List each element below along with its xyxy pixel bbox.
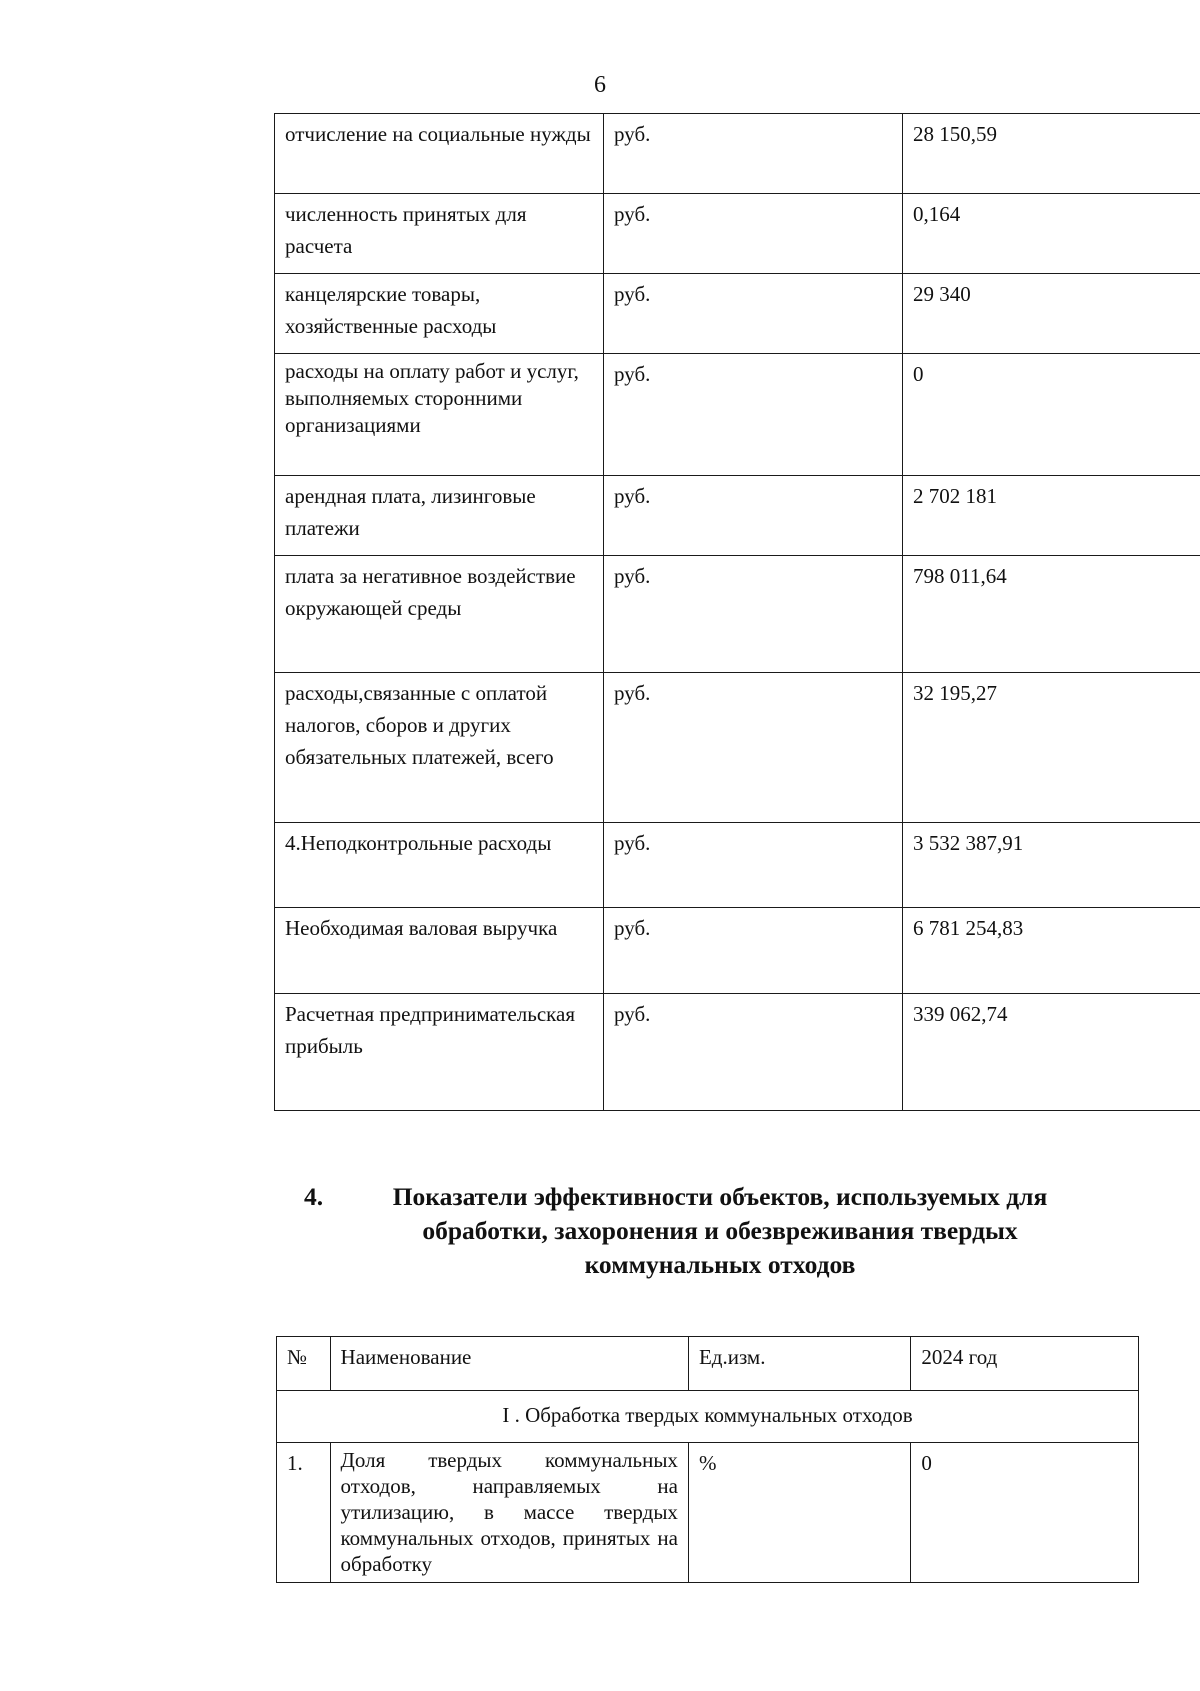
cost-name-cell: арендная плата, лизинговые платежи: [275, 476, 604, 556]
table-row: [275, 354, 1200, 476]
cost-value-cell: 798 011,64: [903, 556, 1200, 673]
indicator-value-cell: 0: [911, 1443, 1139, 1583]
cost-unit-cell: руб.: [604, 673, 903, 823]
cost-name-cell: расходы на оплату работ и услуг, выполняемых сторонними организациями: [275, 354, 604, 476]
cost-name-cell: плата за негативное воздействие окружающей среды: [275, 556, 604, 673]
header-no: №: [277, 1337, 331, 1391]
indicator-unit-cell: %: [688, 1443, 910, 1583]
cost-name-cell: расходы,связанные с оплатой налогов, сборов и других обязательных платежей, всего: [275, 673, 604, 823]
cost-value-cell: 29 340: [903, 274, 1200, 354]
cost-unit-cell: руб.: [604, 194, 903, 274]
cost-value-cell: 0: [903, 354, 1200, 476]
header-unit: Ед.изм.: [688, 1337, 910, 1391]
header-name: Наименование: [330, 1337, 688, 1391]
table-row: [275, 114, 1200, 194]
cost-unit-cell: руб.: [604, 476, 903, 556]
cost-unit-cell: руб.: [604, 556, 903, 673]
cost-value-cell: 6 781 254,83: [903, 908, 1200, 994]
table-header-row: [277, 1337, 1139, 1391]
cost-unit-cell: руб.: [604, 354, 903, 476]
cost-name-cell: отчисление на социальные нужды: [275, 114, 604, 194]
table-row: [275, 274, 1200, 354]
section-heading: [290, 1180, 1090, 1282]
indicator-name-cell: Доля твердых коммунальных отходов, направляемых на утилизацию, в массе твердых коммунальных отходов, принятых на обработку: [330, 1443, 688, 1583]
table-row: [275, 994, 1200, 1111]
table-row: [275, 823, 1200, 908]
table-row: [275, 194, 1200, 274]
cost-unit-cell: руб.: [604, 994, 903, 1111]
cost-value-cell: 32 195,27: [903, 673, 1200, 823]
cost-value-cell: 0,164: [903, 194, 1200, 274]
cost-name-cell: канцелярские товары, хозяйственные расходы: [275, 274, 604, 354]
header-year: 2024 год: [911, 1337, 1139, 1391]
cost-name-cell: 4.Неподконтрольные расходы: [275, 823, 604, 908]
indicators-table: [276, 1336, 1139, 1583]
section-number: 4.: [304, 1182, 324, 1211]
section-title-line: обработки, захоронения и обезвреживания твердых: [422, 1216, 1018, 1245]
cost-name-cell: Расчетная предпринимательская прибыль: [275, 994, 604, 1111]
cost-unit-cell: руб.: [604, 274, 903, 354]
page-number: 6: [594, 72, 606, 98]
table-row: [275, 476, 1200, 556]
cost-value-cell: 3 532 387,91: [903, 823, 1200, 908]
cost-name-cell: Необходимая валовая выручка: [275, 908, 604, 994]
table-row: [275, 556, 1200, 673]
cost-value-cell: 339 062,74: [903, 994, 1200, 1111]
cost-unit-cell: руб.: [604, 908, 903, 994]
table-row: [275, 673, 1200, 823]
cost-unit-cell: руб.: [604, 823, 903, 908]
table-row: [277, 1443, 1139, 1583]
subheader-cell: I . Обработка твердых коммунальных отходов: [277, 1391, 1139, 1443]
costs-table: [274, 113, 1200, 1111]
section-title-line: коммунальных отходов: [584, 1250, 856, 1279]
section-title-line: Показатели эффективности объектов, используемых для: [392, 1182, 1048, 1211]
cost-name-cell: численность принятых для расчета: [275, 194, 604, 274]
cost-unit-cell: руб.: [604, 114, 903, 194]
indicator-no-cell: 1.: [277, 1443, 331, 1583]
cost-value-cell: 28 150,59: [903, 114, 1200, 194]
table-subheader-row: [277, 1391, 1139, 1443]
cost-value-cell: 2 702 181: [903, 476, 1200, 556]
table-row: [275, 908, 1200, 994]
